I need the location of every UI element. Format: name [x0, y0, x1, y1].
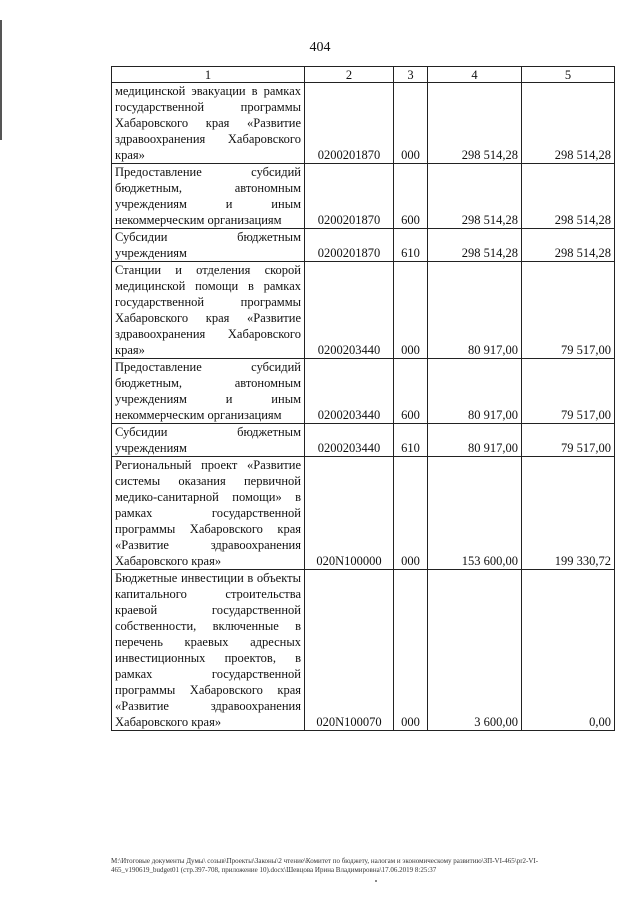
row-amount-col4: 80 917,00: [428, 262, 522, 359]
row-description: Предоставление субсидий бюджетным, автономным учреждениям и иным некоммерческим организациям: [112, 164, 305, 229]
row-amount-col5: 298 514,28: [522, 83, 615, 164]
row-expense-type: 600: [394, 164, 428, 229]
budget-table: [111, 66, 615, 731]
row-amount-col5: 298 514,28: [522, 229, 615, 262]
row-amount-col4: 3 600,00: [428, 570, 522, 731]
row-target-code: 0200203440: [305, 359, 394, 424]
table-row: [112, 424, 615, 457]
row-expense-type: 610: [394, 424, 428, 457]
row-amount-col5: 79 517,00: [522, 424, 615, 457]
row-description: Региональный проект «Развитие системы оказания первичной медико-санитарной помощи» в рамках государственной программы Хабаровского края «Развитие здравоохранения Хабаровского края»: [112, 457, 305, 570]
row-target-code: 0200201870: [305, 164, 394, 229]
footer-line-2: 465_v190619_budget01 (стр.397-708, приложение 10).docx\Шевцова Ирина Владимировна\17.06.2019 8:25:37: [111, 866, 437, 874]
row-expense-type: 610: [394, 229, 428, 262]
column-header-2: 2: [305, 67, 394, 83]
row-target-code: 0200201870: [305, 83, 394, 164]
row-amount-col5: 79 517,00: [522, 359, 615, 424]
row-target-code: 020N100070: [305, 570, 394, 731]
row-amount-col4: 298 514,28: [428, 164, 522, 229]
footer-line-1: M:\Итоговые документы Думы\ созыв\Проекты\Законы\2 чтение\Комитет по бюджету, налогам и экономическому развитию\ЗП-VI-465\pr2-VI-: [111, 857, 539, 865]
table-header-row: [112, 67, 615, 83]
row-target-code: 0200201870: [305, 229, 394, 262]
row-amount-col4: 298 514,28: [428, 229, 522, 262]
scan-speck: [375, 880, 377, 882]
row-target-code: 0200203440: [305, 424, 394, 457]
row-description: Субсидии бюджетным учреждениям: [112, 229, 305, 262]
column-header-1: 1: [112, 67, 305, 83]
table-row: [112, 457, 615, 570]
table-row: [112, 359, 615, 424]
row-expense-type: 600: [394, 359, 428, 424]
column-header-5: 5: [522, 67, 615, 83]
file-path-footer: [111, 857, 616, 875]
row-amount-col5: 79 517,00: [522, 262, 615, 359]
row-description: Бюджетные инвестиции в объекты капитального строительства краевой государственной собственности, включенные в перечень краевых адресных инвестиционных проектов, в рамках государственной программы Хабаровского края «Развитие здравоохранения Хабаровского края»: [112, 570, 305, 731]
row-amount-col4: 153 600,00: [428, 457, 522, 570]
table-row: [112, 83, 615, 164]
row-description: медицинской эвакуации в рамках государственной программы Хабаровского края «Развитие здравоохранения Хабаровского края»: [112, 83, 305, 164]
row-amount-col4: 298 514,28: [428, 83, 522, 164]
row-expense-type: 000: [394, 262, 428, 359]
row-amount-col5: 199 330,72: [522, 457, 615, 570]
row-description: Станции и отделения скорой медицинской помощи в рамках государственной программы Хабаровского края «Развитие здравоохранения Хабаровского края»: [112, 262, 305, 359]
scan-edge-mark: [0, 20, 2, 140]
table-row: [112, 164, 615, 229]
table-row: [112, 229, 615, 262]
table-row: [112, 262, 615, 359]
row-description: Предоставление субсидий бюджетным, автономным учреждениям и иным некоммерческим организациям: [112, 359, 305, 424]
row-amount-col4: 80 917,00: [428, 359, 522, 424]
row-target-code: 0200203440: [305, 262, 394, 359]
row-amount-col4: 80 917,00: [428, 424, 522, 457]
row-amount-col5: 0,00: [522, 570, 615, 731]
row-description: Субсидии бюджетным учреждениям: [112, 424, 305, 457]
column-header-4: 4: [428, 67, 522, 83]
row-expense-type: 000: [394, 83, 428, 164]
row-expense-type: 000: [394, 570, 428, 731]
column-header-3: 3: [394, 67, 428, 83]
row-amount-col5: 298 514,28: [522, 164, 615, 229]
row-expense-type: 000: [394, 457, 428, 570]
table-row: [112, 570, 615, 731]
row-target-code: 020N100000: [305, 457, 394, 570]
page-number: 404: [309, 40, 331, 55]
